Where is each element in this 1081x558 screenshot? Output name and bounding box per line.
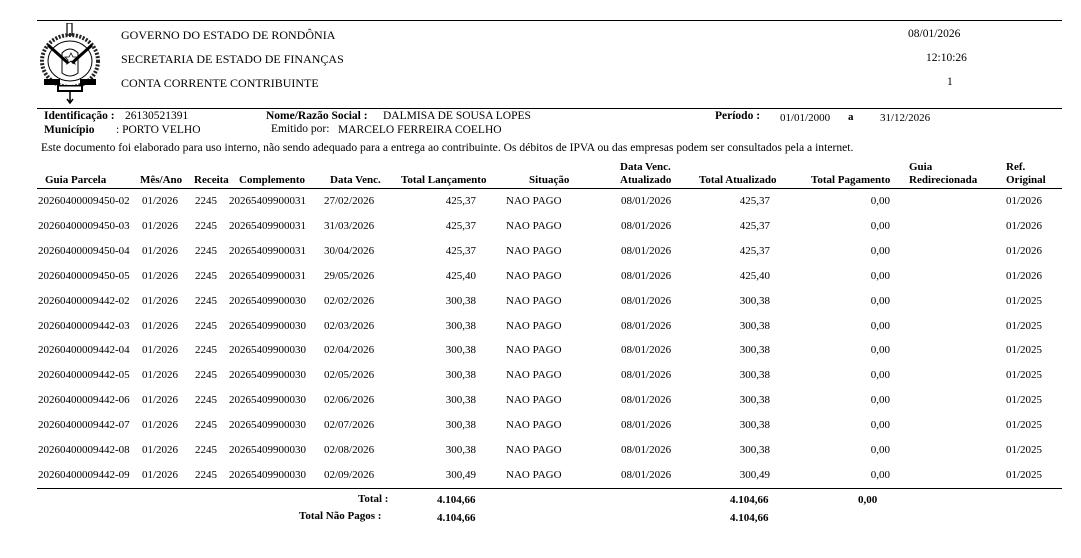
cell-guia-parcela: 20260400009442-04: [38, 344, 130, 357]
cell-situacao: NAO PAGO: [506, 344, 562, 357]
cell-guia-parcela: 20260400009450-03: [38, 219, 130, 232]
cell-receita: 2245: [195, 344, 217, 357]
cell-data-venc: 02/04/2026: [324, 344, 375, 357]
cell-complemento: 20265409900030: [229, 444, 306, 456]
cell-mes-ano: 01/2026: [142, 468, 179, 481]
cell-receita: 2245: [195, 269, 217, 282]
col-total-lancamento: Total Lançamento: [401, 174, 487, 186]
col-guia-redirecionada-1: Guia: [909, 161, 933, 173]
cell-mes-ano: 01/2026: [142, 394, 179, 407]
report-date: 08/01/2026: [908, 28, 961, 40]
cell-data-venc-atualizado: 08/01/2026: [621, 394, 672, 407]
cell-mes-ano: 01/2026: [142, 269, 179, 282]
cell-data-venc-atualizado: 08/01/2026: [621, 319, 672, 332]
cell-total-lancamento: 425,40: [445, 269, 476, 282]
cell-total-atualizado: 300,38: [739, 394, 770, 407]
cell-total-atualizado: 300,38: [739, 419, 770, 432]
cell-data-venc-atualizado: 08/01/2026: [621, 195, 672, 207]
cell-mes-ano: 01/2026: [142, 344, 179, 357]
org-line-report-title: CONTA CORRENTE CONTRIBUINTE: [121, 76, 319, 90]
cell-total-atualizado: 300,49: [739, 468, 770, 481]
cell-total-lancamento: 300,38: [445, 369, 476, 382]
cell-total-lancamento: 300,49: [445, 468, 476, 481]
cell-total-atualizado: 300,38: [739, 369, 770, 382]
cell-total-lancamento: 300,38: [445, 319, 476, 332]
cell-guia-parcela: 20260400009450-05: [38, 269, 130, 282]
cell-total-pagamento: 0,00: [870, 269, 890, 282]
cell-complemento: 20265409900030: [229, 344, 306, 357]
cell-total-lancamento: 300,38: [445, 294, 476, 307]
total-nao-pagos-lancamento: 4.104,66: [437, 512, 476, 524]
col-data-venc-atualizado-2: Atualizado: [620, 174, 672, 186]
cell-ref-original: 01/2025: [1006, 344, 1043, 357]
cell-complemento: 20265409900030: [229, 394, 306, 407]
cell-guia-parcela: 20260400009442-03: [38, 319, 130, 332]
coat-of-arms-icon: [38, 23, 102, 105]
cell-data-venc-atualizado: 08/01/2026: [621, 369, 672, 382]
cell-data-venc: 27/02/2026: [324, 195, 375, 207]
cell-mes-ano: 01/2026: [142, 319, 179, 332]
municipio-label: Município: [44, 124, 95, 136]
cell-ref-original: 01/2025: [1006, 419, 1043, 432]
periodo-label: Período :: [715, 110, 761, 122]
cell-total-pagamento: 0,00: [870, 468, 890, 481]
cell-complemento: 20265409900031: [229, 244, 306, 257]
col-data-venc-atualizado-1: Data Venc.: [620, 161, 671, 173]
cell-complemento: 20265409900031: [229, 195, 306, 207]
col-total-pagamento: Total Pagamento: [811, 174, 891, 186]
cell-situacao: NAO PAGO: [506, 394, 562, 407]
cell-receita: 2245: [195, 294, 217, 307]
notice-text: Este documento foi elaborado para uso interno, não sendo adequado para a entrega ao contribuinte. Os débitos de IPVA ou das empresas podem ser consultados pela a internet.: [41, 141, 854, 154]
cell-ref-original: 01/2026: [1006, 269, 1043, 282]
cell-situacao: NAO PAGO: [506, 195, 562, 207]
cell-situacao: NAO PAGO: [506, 468, 562, 481]
emitido-value: MARCELO FERREIRA COELHO: [338, 124, 502, 136]
org-line-secretariat: SECRETARIA DE ESTADO DE FINANÇAS: [121, 52, 344, 66]
cell-data-venc-atualizado: 08/01/2026: [621, 444, 672, 456]
cell-ref-original: 01/2025: [1006, 444, 1043, 456]
cell-mes-ano: 01/2026: [142, 195, 179, 207]
page-number: 1: [947, 76, 953, 88]
col-guia-redirecionada-2: Redirecionada: [909, 174, 978, 186]
cell-situacao: NAO PAGO: [506, 444, 562, 456]
cell-ref-original: 01/2025: [1006, 394, 1043, 407]
cell-data-venc: 02/08/2026: [324, 444, 375, 456]
cell-receita: 2245: [195, 444, 217, 456]
cell-receita: 2245: [195, 195, 217, 207]
cell-guia-parcela: 20260400009442-02: [38, 294, 130, 307]
col-ref-original-1: Ref.: [1006, 161, 1026, 173]
cell-guia-parcela: 20260400009442-06: [38, 394, 130, 407]
cell-total-atualizado: 300,38: [739, 344, 770, 357]
cell-total-pagamento: 0,00: [870, 219, 890, 232]
cell-ref-original: 01/2026: [1006, 244, 1043, 257]
cell-complemento: 20265409900030: [229, 468, 306, 481]
org-line-government: GOVERNO DO ESTADO DE RONDÔNIA: [121, 28, 336, 42]
cell-ref-original: 01/2025: [1006, 319, 1043, 332]
cell-ref-original: 01/2025: [1006, 294, 1043, 307]
cell-situacao: NAO PAGO: [506, 319, 562, 332]
cell-total-lancamento: 425,37: [445, 195, 476, 207]
cell-total-pagamento: 0,00: [870, 294, 890, 307]
cell-complemento: 20265409900031: [229, 269, 306, 282]
cell-total-pagamento: 0,00: [870, 419, 890, 432]
total-atualizado: 4.104,66: [730, 494, 769, 506]
cell-data-venc: 02/03/2026: [324, 319, 375, 332]
cell-complemento: 20265409900030: [229, 319, 306, 332]
cell-situacao: NAO PAGO: [506, 369, 562, 382]
cell-complemento: 20265409900031: [229, 219, 306, 232]
cell-mes-ano: 01/2026: [142, 294, 179, 307]
cell-total-lancamento: 425,37: [445, 244, 476, 257]
cell-ref-original: 01/2026: [1006, 219, 1043, 232]
municipio-value: : PORTO VELHO: [116, 124, 201, 136]
cell-total-pagamento: 0,00: [870, 394, 890, 407]
cell-ref-original: 01/2026: [1006, 195, 1043, 207]
cell-receita: 2245: [195, 419, 217, 432]
col-data-venc: Data Venc.: [330, 174, 381, 186]
cell-data-venc-atualizado: 08/01/2026: [621, 269, 672, 282]
total-lancamento: 4.104,66: [437, 494, 476, 506]
cell-total-lancamento: 300,38: [445, 344, 476, 357]
cell-total-pagamento: 0,00: [870, 444, 890, 456]
cell-data-venc-atualizado: 08/01/2026: [621, 419, 672, 432]
cell-complemento: 20265409900030: [229, 294, 306, 307]
cell-total-pagamento: 0,00: [870, 319, 890, 332]
cell-mes-ano: 01/2026: [142, 219, 179, 232]
nome-value: DALMISA DE SOUSA LOPES: [383, 110, 531, 122]
cell-situacao: NAO PAGO: [506, 294, 562, 307]
top-rule: [37, 20, 1062, 21]
cell-guia-parcela: 20260400009450-04: [38, 244, 130, 257]
report-time: 12:10:26: [926, 52, 967, 64]
total-nao-pagos-atualizado: 4.104,66: [730, 512, 769, 524]
cell-complemento: 20265409900030: [229, 369, 306, 382]
col-mes-ano: Mês/Ano: [140, 174, 183, 186]
cell-receita: 2245: [195, 369, 217, 382]
cell-total-lancamento: 300,38: [445, 444, 476, 456]
cell-total-atualizado: 300,38: [739, 294, 770, 307]
cell-situacao: NAO PAGO: [506, 244, 562, 257]
cell-total-atualizado: 425,37: [739, 195, 770, 207]
cell-receita: 2245: [195, 244, 217, 257]
cell-ref-original: 01/2025: [1006, 369, 1043, 382]
total-pagamento: 0,00: [858, 494, 878, 506]
cell-total-atualizado: 425,37: [739, 219, 770, 232]
total-label: Total :: [358, 493, 389, 505]
cell-receita: 2245: [195, 468, 217, 481]
cell-mes-ano: 01/2026: [142, 244, 179, 257]
col-total-atualizado: Total Atualizado: [699, 174, 777, 186]
cell-guia-parcela: 20260400009442-05: [38, 369, 130, 382]
cell-mes-ano: 01/2026: [142, 419, 179, 432]
col-complemento: Complemento: [239, 174, 305, 186]
cell-data-venc: 02/09/2026: [324, 468, 375, 481]
col-receita: Receita: [194, 174, 229, 186]
cell-guia-parcela: 20260400009450-02: [38, 195, 130, 207]
cell-receita: 2245: [195, 219, 217, 232]
cell-total-lancamento: 300,38: [445, 394, 476, 407]
cell-guia-parcela: 20260400009442-07: [38, 419, 130, 432]
cell-receita: 2245: [195, 319, 217, 332]
col-situacao: Situação: [529, 174, 570, 186]
cell-data-venc: 02/05/2026: [324, 369, 375, 382]
cell-situacao: NAO PAGO: [506, 219, 562, 232]
periodo-sep: a: [848, 111, 854, 123]
cell-total-lancamento: 425,37: [445, 219, 476, 232]
table-header-rule: [37, 188, 1062, 189]
total-nao-pagos-label: Total Não Pagos :: [299, 510, 382, 522]
cell-data-venc: 02/07/2026: [324, 419, 375, 432]
cell-total-atualizado: 300,38: [739, 444, 770, 456]
cell-ref-original: 01/2025: [1006, 468, 1043, 481]
cell-mes-ano: 01/2026: [142, 369, 179, 382]
cell-data-venc-atualizado: 08/01/2026: [621, 219, 672, 232]
cell-data-venc: 02/02/2026: [324, 294, 375, 307]
cell-total-atualizado: 300,38: [739, 319, 770, 332]
cell-guia-parcela: 20260400009442-08: [38, 444, 130, 456]
cell-total-pagamento: 0,00: [870, 244, 890, 257]
identificacao-value: 26130521391: [125, 110, 189, 122]
cell-total-pagamento: 0,00: [870, 369, 890, 382]
periodo-inicio: 01/01/2000: [780, 112, 831, 124]
cell-guia-parcela: 20260400009442-09: [38, 468, 130, 481]
cell-total-lancamento: 300,38: [445, 419, 476, 432]
cell-data-venc: 02/06/2026: [324, 394, 375, 407]
table-bottom-rule: [37, 488, 1062, 489]
cell-situacao: NAO PAGO: [506, 419, 562, 432]
cell-total-pagamento: 0,00: [870, 344, 890, 357]
periodo-fim: 31/12/2026: [880, 112, 931, 124]
nome-label: Nome/Razão Social :: [266, 110, 368, 122]
cell-total-atualizado: 425,37: [739, 244, 770, 257]
identificacao-label: Identificação :: [44, 110, 115, 122]
col-ref-original-2: Original: [1006, 174, 1046, 186]
cell-mes-ano: 01/2026: [142, 444, 179, 456]
cell-situacao: NAO PAGO: [506, 269, 562, 282]
cell-data-venc-atualizado: 08/01/2026: [621, 344, 672, 357]
emitido-label: Emitido por:: [271, 123, 330, 135]
cell-total-pagamento: 0,00: [870, 195, 890, 207]
cell-data-venc-atualizado: 08/01/2026: [621, 294, 672, 307]
cell-complemento: 20265409900030: [229, 419, 306, 432]
cell-data-venc: 31/03/2026: [324, 219, 375, 232]
cell-receita: 2245: [195, 394, 217, 407]
col-guia-parcela: Guia Parcela: [45, 174, 107, 186]
cell-data-venc: 29/05/2026: [324, 269, 375, 282]
cell-data-venc-atualizado: 08/01/2026: [621, 468, 672, 481]
header-rule: [37, 108, 1062, 109]
cell-total-atualizado: 425,40: [739, 269, 770, 282]
cell-data-venc: 30/04/2026: [324, 244, 375, 257]
cell-data-venc-atualizado: 08/01/2026: [621, 244, 672, 257]
